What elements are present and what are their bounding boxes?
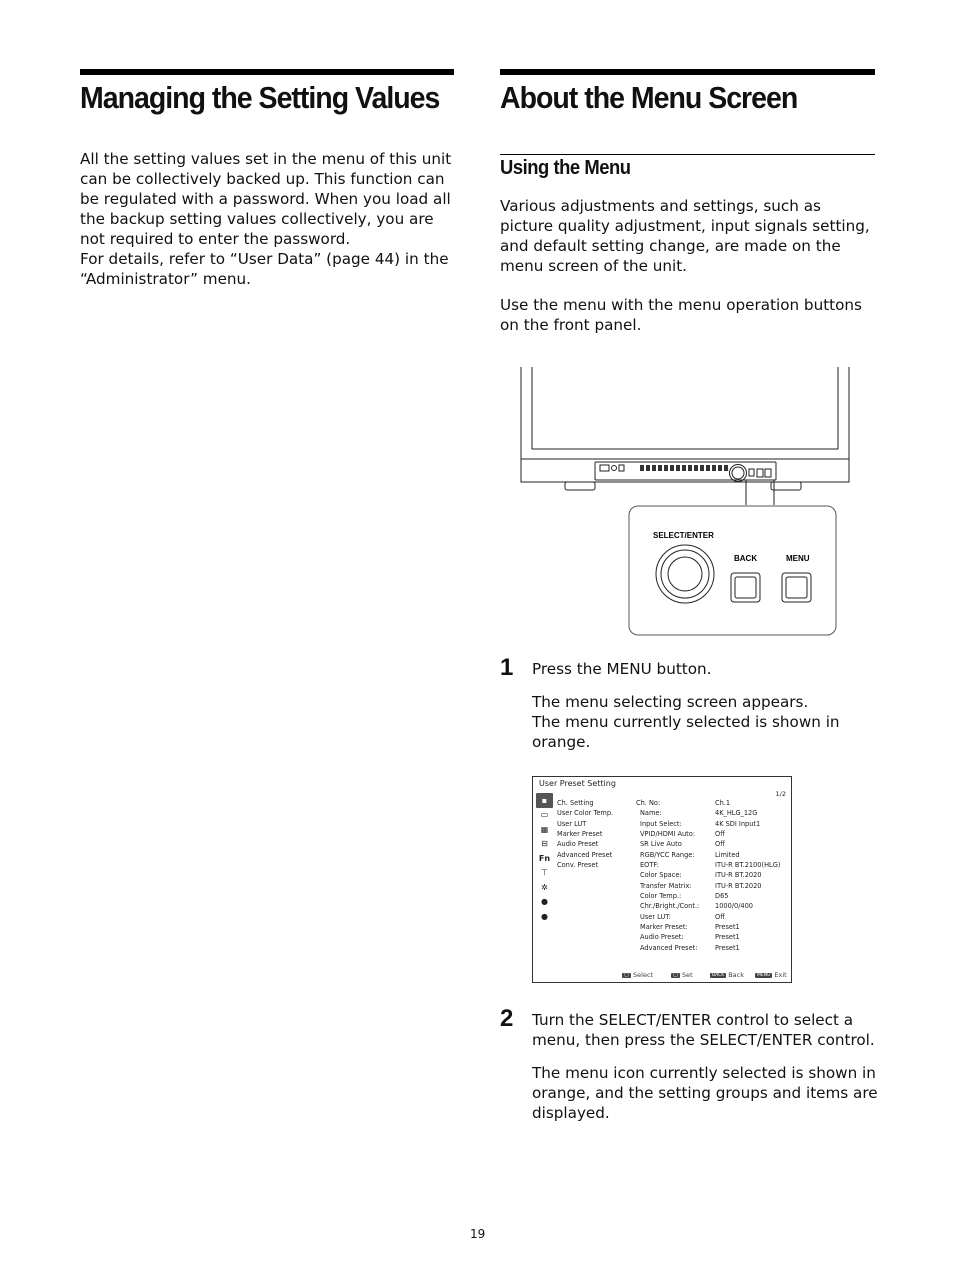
menu-group: Advanced Preset xyxy=(557,850,613,859)
step-1-detail xyxy=(532,692,882,752)
menu-item-values xyxy=(715,798,780,953)
footer-set-label: Set xyxy=(682,971,693,979)
left-body-line: the backup setting values collectively, you are xyxy=(80,210,434,228)
wrench-icon: ● xyxy=(541,897,548,907)
menu-item-value: ITU-R BT.2020 xyxy=(715,871,762,880)
right-title: About the Menu Screen xyxy=(500,80,798,115)
left-title: Managing the Setting Values xyxy=(80,80,440,115)
menu-item-value: Preset1 xyxy=(715,943,740,952)
intro-line: picture quality adjustment, input signals setting, xyxy=(500,217,870,235)
user-preset-icon: ▪ xyxy=(536,793,553,808)
ch-no-label: Ch. No: xyxy=(636,799,661,807)
menu-chip: MENU xyxy=(757,972,771,978)
menu-groups xyxy=(557,798,613,870)
menu-item-value: 4K_HLG_12G xyxy=(715,809,758,818)
menu-footer-set xyxy=(671,971,693,979)
menu-screen-page: 1/2 xyxy=(775,790,786,798)
intro2-paragraph xyxy=(500,295,880,335)
dial-icon: ◯ xyxy=(624,972,630,978)
menu-item-label: Input Select: xyxy=(640,819,682,828)
menu-group: User Color Temp. xyxy=(557,809,614,818)
left-body xyxy=(80,149,460,289)
menu-item-label: Color Space: xyxy=(640,871,682,880)
menu-item-label: Chr./Bright./Cont.: xyxy=(640,902,700,911)
menu-item-label: EOTF: xyxy=(640,861,659,870)
intro-paragraph xyxy=(500,196,880,276)
left-body-line: All the setting values set in the menu of this unit xyxy=(80,150,452,168)
intro-line: and default setting change, are made on the xyxy=(500,237,841,255)
step-1-number: 1 xyxy=(500,654,514,681)
subtitle: Using the Menu xyxy=(500,157,631,179)
menu-item-value: Preset1 xyxy=(715,923,740,932)
intro-line: Various adjustments and settings, such as xyxy=(500,197,821,215)
menu-group: Marker Preset xyxy=(557,830,603,839)
network-icon: ⊤ xyxy=(541,868,548,878)
menu-item-label: Advanced Preset: xyxy=(640,943,698,952)
footer-select-label: Select xyxy=(633,971,654,979)
gear-icon: ✲ xyxy=(541,882,548,892)
step-1-detail-line: The menu currently selected is shown in xyxy=(532,713,840,731)
menu-item-label: User LUT: xyxy=(640,912,671,921)
subtitle-rule xyxy=(500,154,875,155)
menu-label: MENU xyxy=(786,554,810,563)
info-icon: ● xyxy=(541,911,548,921)
menu-item-value: ITU-R BT.2020 xyxy=(715,881,762,890)
menu-item-label: Audio Preset: xyxy=(640,933,684,942)
step-2-number: 2 xyxy=(500,1005,514,1032)
menu-item-list xyxy=(636,808,699,953)
menu-item-label: VPID/HDMI Auto: xyxy=(640,830,696,839)
step-2-detail-line: The menu icon currently selected is shown in xyxy=(532,1064,876,1082)
step-2-text xyxy=(532,1010,892,1050)
monitor-illustration xyxy=(515,365,855,640)
menu-item-label: Color Temp.: xyxy=(640,892,682,901)
picture-icon: ▭ xyxy=(540,810,549,820)
menu-footer-back xyxy=(710,971,744,979)
footer-back-label: Back xyxy=(728,971,744,979)
menu-icon-column xyxy=(536,793,553,924)
menu-item-labels xyxy=(636,798,699,953)
step-2-text-line: menu, then press the SELECT/ENTER control. xyxy=(532,1031,875,1049)
step-2-detail xyxy=(532,1063,892,1123)
menu-item-label: Name: xyxy=(640,809,662,818)
footer-exit-label: Exit xyxy=(774,971,787,979)
menu-footer-exit xyxy=(755,971,787,979)
step-2-detail-line: displayed. xyxy=(532,1104,610,1122)
step-1-detail-line: The menu selecting screen appears. xyxy=(532,693,809,711)
enter-icon: ◯ xyxy=(673,972,679,978)
menu-group: Conv. Preset xyxy=(557,861,598,870)
menu-item-value: 1000/0/400 xyxy=(715,902,754,911)
left-body-line: be regulated with a password. When you load all xyxy=(80,190,451,208)
menu-group: Ch. Setting xyxy=(557,799,594,807)
menu-item-value: Preset1 xyxy=(715,933,740,942)
page-number: 19 xyxy=(470,1227,486,1241)
fn-icon: Fn xyxy=(538,853,551,863)
menu-group: User LUT xyxy=(557,819,587,828)
step-1-detail-line: orange. xyxy=(532,733,591,751)
menu-item-value: 4K SDI Input1 xyxy=(715,819,761,828)
menu-item-label: RGB/YCC Range: xyxy=(640,850,695,859)
left-body-line: For details, refer to “User Data” (page 44) in the xyxy=(80,250,449,268)
menu-item-value: ITU-R BT.2100(HLG) xyxy=(715,861,781,870)
menu-item-value: Off xyxy=(715,840,725,849)
step-1-text: Press the MENU button. xyxy=(532,660,712,678)
menu-item-label: Transfer Matrix: xyxy=(640,881,692,890)
input-icon: ⊟ xyxy=(541,839,548,849)
menu-item-value: D65 xyxy=(715,892,729,901)
menu-screen xyxy=(532,776,792,983)
menu-footer-select xyxy=(622,971,653,979)
intro-line: menu screen of the unit. xyxy=(500,257,688,275)
menu-item-label: Marker Preset: xyxy=(640,923,688,932)
right-title-rule xyxy=(500,69,875,75)
menu-group: Audio Preset xyxy=(557,840,599,849)
grid-icon: ▦ xyxy=(540,824,549,834)
menu-item-value: Ch.1 xyxy=(715,799,731,807)
left-body-line: can be collectively backed up. This function can xyxy=(80,170,445,188)
left-title-rule xyxy=(80,69,454,75)
left-body-line: “Administrator” menu. xyxy=(80,270,251,288)
intro2-line: Use the menu with the menu operation buttons xyxy=(500,296,862,314)
step-2-text-line: Turn the SELECT/ENTER control to select a xyxy=(532,1011,854,1029)
menu-item-value: Limited xyxy=(715,850,740,859)
menu-item-label: SR Live Auto xyxy=(640,840,682,849)
select-enter-label: SELECT/ENTER xyxy=(653,531,714,540)
back-chip: BACK xyxy=(712,972,725,978)
intro2-line: on the front panel. xyxy=(500,316,642,334)
menu-item-value: Off xyxy=(715,830,725,839)
left-body-line: not required to enter the password. xyxy=(80,230,351,248)
step-2-detail-line: orange, and the setting groups and items are xyxy=(532,1084,878,1102)
back-label: BACK xyxy=(734,554,758,563)
menu-screen-title: User Preset Setting xyxy=(539,779,616,788)
menu-item-value: Off xyxy=(715,912,725,921)
